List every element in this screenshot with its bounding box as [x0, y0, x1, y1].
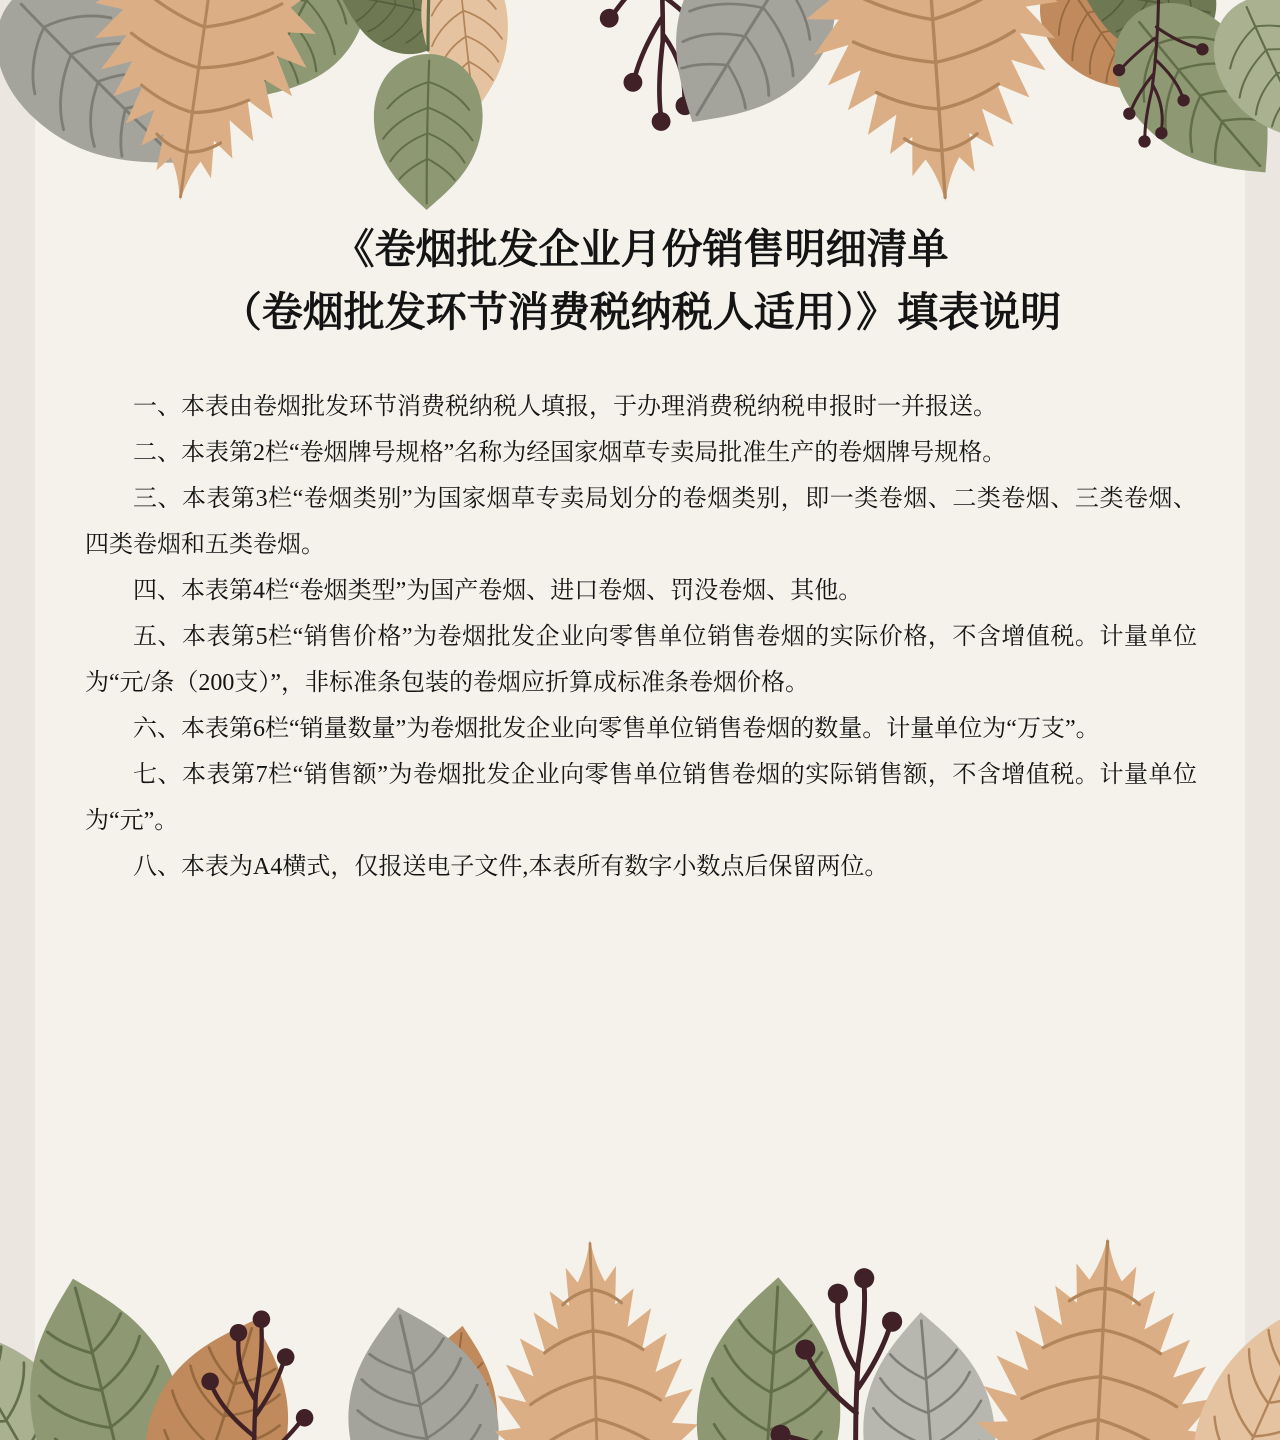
instruction-paragraph-7: 七、本表第7栏“销售额”为卷烟批发企业向零售单位销售卷烟的实际销售额，不含增值税。计量单位为“元”。	[85, 762, 1197, 834]
title-line-2: （卷烟批发环节消费税纳税人适用）》填表说明	[220, 289, 1062, 335]
instruction-paragraph-2: 二、本表第2栏“卷烟牌号规格”名称为经国家烟草专卖局批准生产的卷烟牌号规格。	[133, 440, 1007, 466]
instruction-paragraph-3: 三、本表第3栏“卷烟类别”为国家烟草专卖局划分的卷烟类别，即一类卷烟、二类卷烟、三类卷烟、四类卷烟和五类卷烟。	[85, 486, 1197, 558]
instruction-paragraph-8: 八、本表为A4横式，仅报送电子文件,本表所有数字小数点后保留两位。	[133, 854, 889, 880]
gray-leaf-icon	[855, 1308, 1001, 1440]
instruction-paragraph-6: 六、本表第6栏“销量数量”为卷烟批发企业向零售单位销售卷烟的数量。计量单位为“万支”。	[133, 716, 1100, 742]
title-line-1: 《卷烟批发企业月份销售明细清单	[333, 226, 949, 272]
right-margin-strip	[1245, 0, 1280, 1440]
berry-sprig-icon	[770, 1268, 923, 1440]
instructions-document	[85, 218, 1197, 890]
sage-leaf-icon	[203, 0, 387, 125]
hanging-sage-leaf-icon	[372, 53, 483, 211]
maple-leaf-icon	[70, 0, 331, 216]
berry-sprig-icon	[594, 0, 750, 134]
berry-sprig-icon	[180, 1310, 314, 1440]
instructions-list	[85, 384, 1197, 890]
maple-leaf-icon	[488, 1236, 702, 1440]
brown-leaf-icon	[390, 1319, 511, 1440]
instruction-paragraph-1: 一、本表由卷烟批发环节消费税纳税人填报，于办理消费税纳税申报时一并报送。	[133, 394, 997, 420]
document-title	[85, 218, 1197, 344]
olive-leaf-icon	[330, 0, 463, 63]
maple-leaf-icon	[799, 0, 1071, 210]
top-leaf-decoration	[0, 0, 1280, 235]
brown-leaf-icon	[126, 1299, 320, 1440]
sage-leaf-icon	[691, 1272, 850, 1440]
gray-leaf-icon	[325, 1292, 513, 1440]
gray-leaf-icon	[629, 0, 864, 161]
tan-leaf-icon	[415, 0, 517, 117]
left-margin-strip	[0, 0, 35, 1440]
instruction-paragraph-5: 五、本表第5栏“销售价格”为卷烟批发企业向零售单位销售卷烟的实际价格，不含增值税。计量单位为“元/条（200支）”，非标准条包装的卷烟应折算成标准条卷烟价格。	[85, 624, 1197, 696]
berry-sprig-icon	[1108, 0, 1213, 152]
instruction-paragraph-4: 四、本表第4栏“卷烟类型”为国产卷烟、进口卷烟、罚没卷烟、其他。	[133, 578, 863, 604]
leaf-stem	[428, 0, 429, 50]
brown-leaf-icon	[1019, 0, 1183, 119]
maple-leaf-icon	[971, 1231, 1229, 1440]
olive-leaf-icon	[1072, 0, 1224, 64]
bottom-leaf-decoration	[0, 1205, 1280, 1440]
